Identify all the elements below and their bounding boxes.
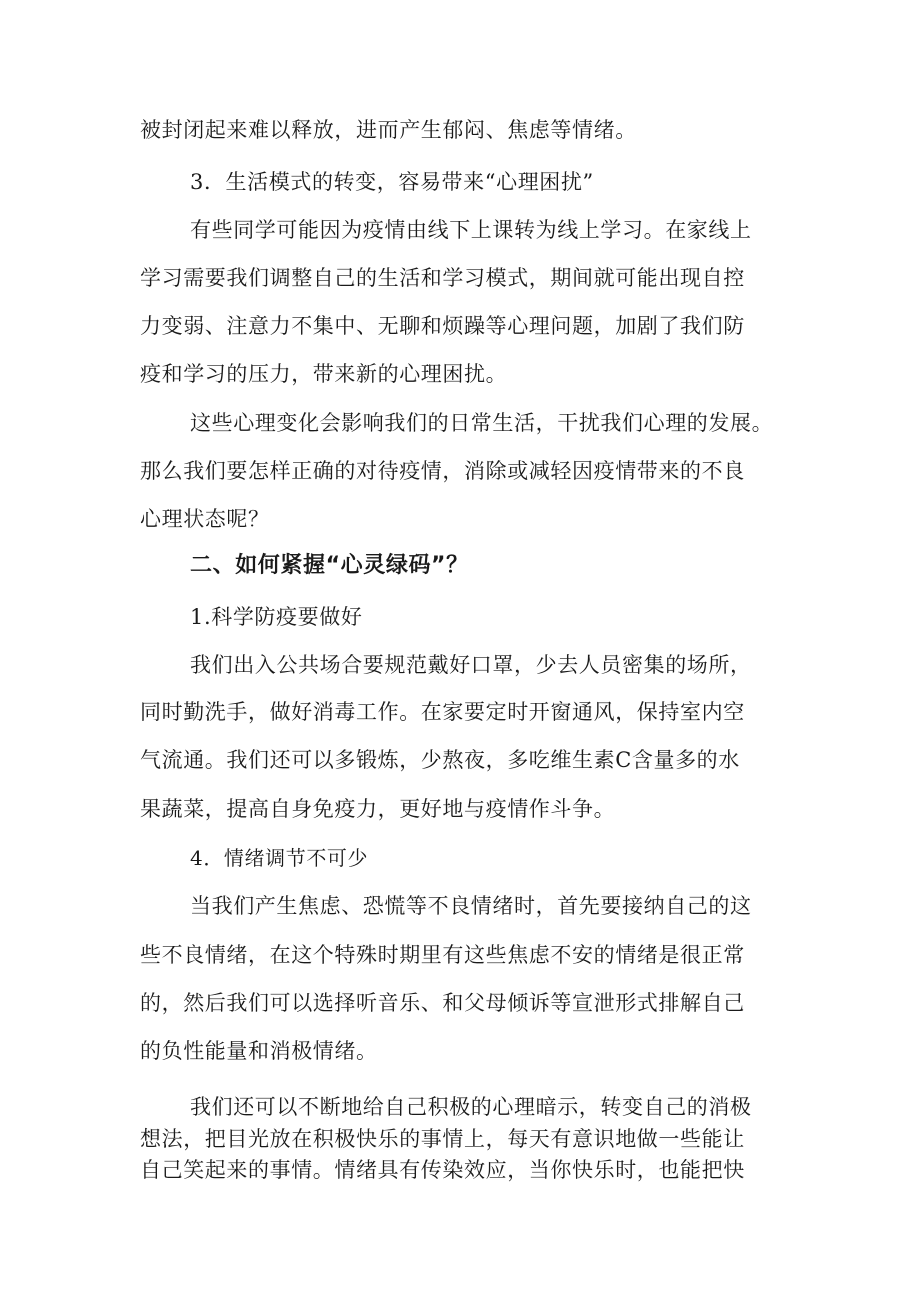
section-heading: 二、如何紧握“心灵绿码”？	[190, 553, 469, 578]
paragraph-line: 些不良情绪，在这个特殊时期里有这些焦虑不安的情绪是很正常	[140, 943, 745, 967]
paragraph-line: 我们出入公共场合要规范戴好口罩，少去人员密集的场所，	[190, 653, 752, 677]
subheading-3: 3．生活模式的转变，容易带来“心理困扰”	[190, 170, 594, 194]
paragraph-line: 疫和学习的压力，带来新的心理困扰。	[140, 362, 508, 386]
paragraph-line: 的，然后我们可以选择听音乐、和父母倾诉等宣泄形式排解自己	[140, 991, 745, 1015]
paragraph-line: 力变弱、注意力不集中、无聊和烦躁等心理问题，加剧了我们防	[140, 314, 745, 338]
paragraph-line: 果蔬菜，提高自身免疫力，更好地与疫情作斗争。	[140, 797, 616, 821]
subheading-4: 4．情绪调节不可少	[190, 846, 369, 870]
paragraph-line: 同时勤洗手，做好消毒工作。在家要定时开窗通风，保持室内空	[140, 700, 745, 724]
paragraph-line: 当我们产生焦虑、恐慌等不良情绪时，首先要接纳自己的这	[190, 894, 752, 918]
paragraph-line: 那么我们要怎样正确的对待疫情，消除或减轻因疫情带来的不良	[140, 459, 745, 483]
subheading-1: 1.科学防疫要做好	[190, 605, 363, 629]
paragraph-line: 被封闭起来难以释放，进而产生郁闷、焦虑等情绪。	[140, 118, 637, 142]
paragraph-line: 我们还可以不断地给自己积极的心理暗示，转变自己的消极	[190, 1095, 752, 1119]
paragraph-line: 有些同学可能因为疫情由线下上课转为线上学习。在家线上	[190, 218, 752, 242]
paragraph-line: 心理状态呢？	[140, 507, 270, 531]
paragraph-line: 的负性能量和消极情绪。	[140, 1039, 378, 1063]
paragraph-line: 这些心理变化会影响我们的日常生活，干扰我们心理的发展。	[190, 411, 774, 435]
paragraph-line: 气流通。我们还可以多锻炼，少熬夜，多吃维生素C含量多的水	[140, 748, 740, 772]
paragraph-line: 自己笑起来的事情。情绪具有传染效应，当你快乐时，也能把快	[140, 1158, 745, 1182]
paragraph-line: 学习需要我们调整自己的生活和学习模式，期间就可能出现自控	[140, 266, 745, 290]
paragraph-line: 想法，把目光放在积极快乐的事情上，每天有意识地做一些能让	[140, 1127, 745, 1151]
